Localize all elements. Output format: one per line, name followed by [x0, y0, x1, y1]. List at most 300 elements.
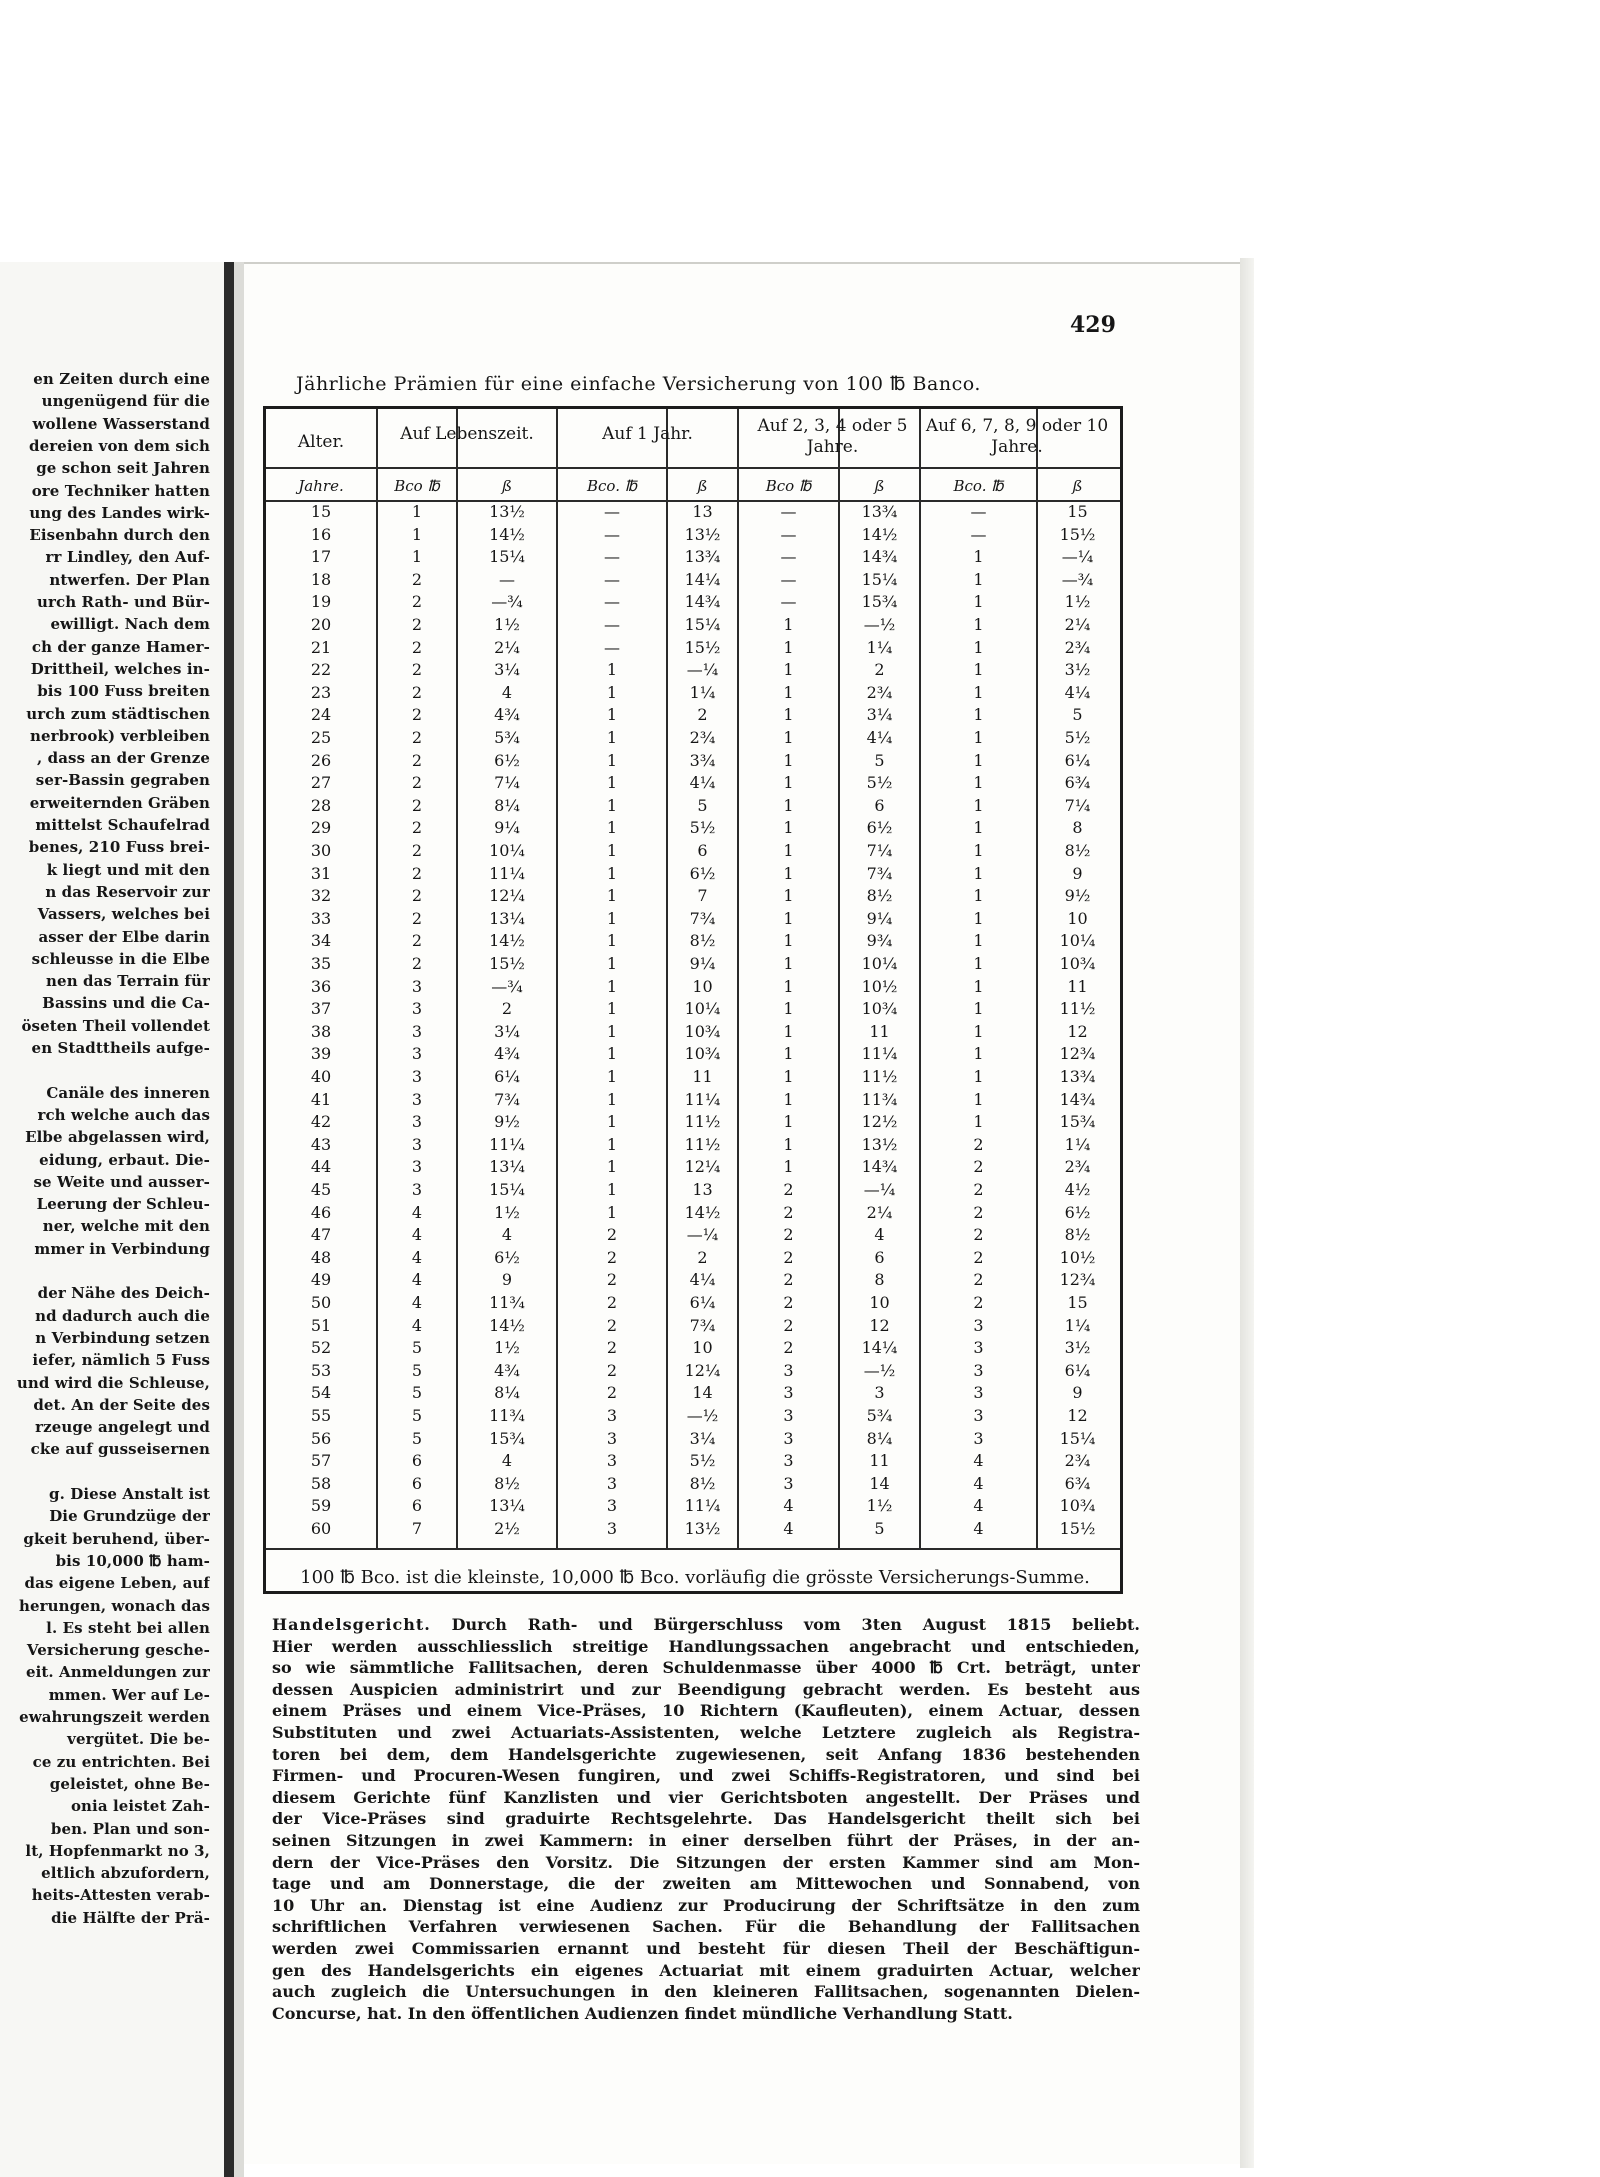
cell-bco-lebenszeit: 3	[411, 999, 423, 1019]
cell-s-zwei-fuenf: 10¾	[861, 999, 898, 1019]
cell-s-zwei-fuenf: 1½	[866, 1496, 893, 1516]
cell-bco-sechs-zehn: 3	[973, 1360, 984, 1380]
cell-s-ein-jahr: 11	[692, 1067, 713, 1086]
cell-s-zwei-fuenf: 2¾	[866, 682, 893, 702]
left-page-line: erweiternden Gräben	[29, 793, 210, 812]
left-page-line: Eisenbahn durch den	[29, 526, 210, 545]
paragraph-text: Durch Rath- und Bürgerschluss vom 3ten August 1815 beliebt.	[430, 1615, 1140, 1634]
left-page-line: det. An der Seite des	[33, 1395, 210, 1414]
unit-s-lebenszeit: ß	[501, 477, 513, 495]
cell-bco-lebenszeit: 2	[411, 615, 423, 634]
cell-s-sechs-zehn: 13¾	[1059, 1067, 1096, 1086]
cell-s-zwei-fuenf: 14	[869, 1473, 890, 1493]
left-page-line: eit. Anmeldungen zur	[25, 1663, 210, 1682]
cell-s-zwei-fuenf: 10	[869, 1293, 890, 1312]
left-page-line: n das Reservoir zur	[45, 882, 210, 901]
cell-bco-ein-jahr: 1	[606, 908, 618, 928]
cell-s-sechs-zehn: 12	[1067, 1021, 1088, 1041]
cell-s-lebenszeit: 14½	[489, 1315, 525, 1335]
cell-bco-ein-jahr: 1	[606, 999, 618, 1019]
cell-bco-sechs-zehn: 1	[973, 547, 984, 567]
cell-bco-sechs-zehn: 2	[973, 1180, 984, 1199]
left-page-line: n Verbindung setzen	[35, 1328, 210, 1347]
cell-bco-lebenszeit: 2	[411, 841, 423, 860]
cell-s-lebenszeit: 6½	[494, 750, 520, 770]
cell-age: 50	[310, 1293, 332, 1312]
cell-s-lebenszeit: 4	[501, 1225, 513, 1245]
cell-s-ein-jahr: 5½	[689, 1451, 716, 1471]
left-page-line: onia leistet Zah-	[70, 1797, 210, 1816]
cell-bco-zwei-fuenf: 2	[783, 1315, 794, 1335]
cell-s-ein-jahr: 7¾	[689, 1315, 716, 1335]
cell-bco-sechs-zehn: 2	[973, 1293, 984, 1312]
cell-s-ein-jahr: 7¾	[689, 908, 716, 928]
cell-bco-zwei-fuenf: —	[780, 524, 797, 544]
cell-s-lebenszeit: 15¼	[489, 1180, 525, 1199]
cell-s-sechs-zehn: 11	[1067, 976, 1088, 996]
cell-s-sechs-zehn: 15	[1067, 1293, 1088, 1312]
cell-s-ein-jahr: 2	[697, 705, 708, 725]
header-zwei-bis-fuenf: Auf 2, 3, 4 oder 5 Jahre.	[757, 416, 908, 457]
cell-s-ein-jahr: 3¾	[689, 750, 716, 770]
cell-bco-ein-jahr: 1	[606, 773, 618, 793]
cell-s-lebenszeit: 4¾	[494, 1360, 520, 1380]
left-page-line: l. Es steht bei allen	[46, 1618, 210, 1637]
cell-age: 39	[310, 1044, 332, 1064]
cell-s-sechs-zehn: 2¼	[1064, 615, 1091, 634]
cell-bco-sechs-zehn: 1	[973, 1021, 984, 1041]
cell-bco-lebenszeit: 3	[411, 1044, 423, 1064]
cell-age: 16	[310, 524, 332, 544]
cell-bco-zwei-fuenf: 1	[783, 728, 794, 747]
cell-bco-ein-jahr: 1	[606, 818, 618, 838]
cell-age: 35	[310, 954, 332, 973]
cell-s-sechs-zehn: 12	[1067, 1406, 1088, 1425]
cell-s-lebenszeit: —¾	[491, 592, 523, 612]
cell-s-lebenszeit: 10¼	[489, 841, 525, 860]
cell-bco-ein-jahr: —	[604, 615, 620, 634]
cell-age: 22	[310, 660, 332, 680]
cell-bco-lebenszeit: 2	[411, 886, 423, 906]
cell-s-ein-jahr: 2¾	[689, 728, 716, 747]
paragraph-line: so wie sämmtliche Fallitsachen, deren Schuldenmasse über 4000 ℔ Crt. beträgt, unter	[272, 1658, 1140, 1678]
cell-s-zwei-fuenf: 9¾	[866, 931, 893, 951]
left-page-line: vergütet. Die be-	[67, 1730, 210, 1749]
cell-age: 48	[310, 1247, 332, 1267]
cell-s-zwei-fuenf: 13¾	[861, 502, 898, 521]
paragraph-line: schriftlichen Verfahren verwiesenen Sachen. Für die Behandlung der Fallitsachen	[272, 1917, 1140, 1937]
unit-s-ein-jahr: ß	[697, 477, 708, 495]
cell-bco-ein-jahr: 2	[606, 1360, 618, 1380]
cell-s-zwei-fuenf: 14¼	[861, 1338, 898, 1358]
cell-bco-lebenszeit: 6	[411, 1473, 423, 1493]
cell-bco-ein-jahr: 1	[606, 841, 618, 860]
cell-s-lebenszeit: 11¼	[489, 1134, 525, 1154]
unit-bco-ein-jahr: Bco. ℔	[587, 477, 637, 495]
left-page-line: geleistet, ohne Be-	[49, 1774, 210, 1793]
cell-s-zwei-fuenf: 11	[869, 1021, 890, 1041]
cell-bco-lebenszeit: 5	[411, 1406, 423, 1425]
cell-s-sechs-zehn: 4¼	[1064, 682, 1091, 702]
cell-s-sechs-zehn: 6¾	[1064, 773, 1091, 793]
cell-bco-zwei-fuenf: 1	[783, 750, 794, 770]
cell-bco-lebenszeit: 1	[411, 547, 423, 567]
cell-bco-sechs-zehn: 1	[973, 795, 984, 815]
cell-s-lebenszeit: 15¼	[489, 547, 525, 567]
cell-bco-sechs-zehn: 4	[973, 1473, 984, 1493]
paragraph-line: Firmen- und Procuren-Wesen fungiren, und zwei Schiffs-Registratoren, und sind bei	[272, 1766, 1140, 1786]
cell-bco-sechs-zehn: 1	[973, 841, 984, 860]
cell-bco-ein-jahr: 1	[606, 660, 618, 680]
cell-age: 37	[310, 999, 332, 1019]
cell-age: 43	[310, 1134, 332, 1154]
cell-bco-zwei-fuenf: 1	[783, 841, 794, 860]
left-page-line: das eigene Leben, auf	[24, 1574, 210, 1593]
cell-bco-lebenszeit: 2	[411, 931, 423, 951]
cell-s-ein-jahr: 3¼	[689, 1428, 716, 1448]
left-page-line: Bassins und die Ca-	[42, 994, 210, 1013]
cell-bco-lebenszeit: 3	[411, 1180, 423, 1199]
cell-bco-sechs-zehn: 1	[973, 908, 984, 928]
cell-age: 58	[310, 1473, 332, 1493]
cell-bco-lebenszeit: 2	[411, 908, 423, 928]
cell-age: 40	[310, 1067, 332, 1086]
cell-age: 32	[310, 886, 332, 906]
cell-bco-zwei-fuenf: 1	[783, 1112, 794, 1132]
cell-bco-sechs-zehn: 1	[973, 999, 984, 1019]
unit-s-sechs-zehn: ß	[1072, 477, 1083, 495]
cell-bco-ein-jahr: 1	[606, 795, 618, 815]
cell-bco-zwei-fuenf: 1	[783, 705, 794, 725]
cell-bco-lebenszeit: 4	[411, 1225, 423, 1245]
cell-s-sechs-zehn: 12¾	[1059, 1270, 1096, 1290]
cell-s-sechs-zehn: 1½	[1064, 592, 1091, 612]
left-page-line: dereien von dem sich	[28, 436, 210, 455]
cell-s-lebenszeit: 1½	[494, 1338, 520, 1358]
cell-s-zwei-fuenf: 5¾	[866, 1406, 893, 1425]
cell-bco-lebenszeit: 3	[411, 976, 423, 996]
cell-bco-lebenszeit: 2	[411, 637, 423, 657]
cell-s-lebenszeit: 3¼	[494, 660, 520, 680]
cell-s-zwei-fuenf: 3	[874, 1383, 885, 1403]
cell-s-zwei-fuenf: 12½	[861, 1112, 898, 1132]
cell-bco-ein-jahr: 2	[606, 1270, 618, 1290]
left-page-line: rzeuge angelegt und	[35, 1418, 210, 1437]
cell-s-zwei-fuenf: 7¼	[866, 841, 893, 860]
cell-age: 44	[310, 1157, 332, 1177]
cell-s-sechs-zehn: 15¼	[1059, 1428, 1096, 1448]
cell-bco-ein-jahr: 1	[606, 931, 618, 951]
left-page-line: ner, welche mit den	[42, 1217, 210, 1236]
cell-bco-ein-jahr: 1	[606, 1089, 618, 1109]
left-page-line: und wird die Schleuse,	[16, 1373, 210, 1392]
cell-s-zwei-fuenf: 6	[874, 1247, 885, 1267]
cell-bco-lebenszeit: 2	[411, 773, 423, 793]
cell-s-sechs-zehn: 15¾	[1059, 1112, 1096, 1132]
cell-s-ein-jahr: 6¼	[689, 1293, 716, 1312]
cell-bco-zwei-fuenf: 1	[783, 637, 794, 657]
cell-s-sechs-zehn: —¼	[1061, 547, 1094, 567]
cell-bco-sechs-zehn: 1	[973, 592, 984, 612]
left-page-line: mittelst Schaufelrad	[35, 816, 210, 834]
left-page-line: ungenügend für die	[41, 392, 210, 411]
left-page-line: Vassers, welches bei	[37, 905, 210, 924]
cell-s-ein-jahr: 13¾	[684, 547, 721, 567]
left-page-line: se Weite und ausser-	[33, 1172, 210, 1191]
cell-s-lebenszeit: 8½	[494, 1473, 520, 1493]
cell-s-sechs-zehn: 12¾	[1059, 1044, 1096, 1064]
cell-bco-sechs-zehn: 2	[973, 1202, 984, 1222]
cell-bco-zwei-fuenf: 1	[783, 1157, 794, 1177]
cell-bco-sechs-zehn: 3	[973, 1383, 984, 1403]
cell-bco-lebenszeit: 6	[411, 1496, 423, 1516]
cell-bco-ein-jahr: —	[604, 502, 620, 521]
cell-s-sechs-zehn: 6½	[1064, 1202, 1091, 1222]
cell-s-ein-jahr: 9¼	[689, 954, 716, 973]
cell-age: 36	[310, 976, 332, 996]
cell-s-zwei-fuenf: 5	[874, 1519, 885, 1538]
cell-s-zwei-fuenf: 15¼	[861, 569, 898, 589]
cell-bco-zwei-fuenf: 1	[783, 1089, 794, 1109]
cell-s-sechs-zehn: 10¾	[1059, 954, 1096, 973]
cell-s-lebenszeit: 9	[501, 1270, 513, 1290]
cell-s-ein-jahr: 12¼	[684, 1157, 721, 1177]
cell-bco-zwei-fuenf: 1	[783, 660, 794, 680]
cell-age: 26	[310, 750, 332, 770]
cell-bco-zwei-fuenf: —	[780, 569, 797, 589]
cell-age: 34	[310, 931, 332, 951]
cell-bco-ein-jahr: —	[604, 524, 620, 544]
cell-bco-lebenszeit: 7	[411, 1519, 423, 1538]
cell-bco-lebenszeit: 2	[411, 660, 423, 680]
cell-age: 29	[310, 818, 332, 838]
left-page-line: benes, 210 Fuss brei-	[28, 838, 210, 857]
cell-bco-lebenszeit: 3	[411, 1021, 423, 1041]
cell-bco-lebenszeit: 2	[411, 954, 423, 973]
cell-bco-ein-jahr: 1	[606, 976, 618, 996]
cell-age: 20	[310, 615, 332, 634]
cell-bco-zwei-fuenf: 2	[783, 1338, 794, 1358]
left-page-line: , dass an der Grenze	[37, 749, 210, 768]
cell-bco-ein-jahr: 1	[606, 886, 618, 906]
cell-s-ein-jahr: 6½	[689, 863, 716, 883]
cell-s-ein-jahr: 10	[692, 1338, 713, 1358]
paragraph-line: tage und am Donnerstage, die der zweiten am Mittewochen und Sonnabend, von	[272, 1874, 1140, 1894]
cell-s-zwei-fuenf: 11¾	[861, 1089, 898, 1109]
cell-s-ein-jahr: 13½	[684, 524, 721, 544]
cell-s-ein-jahr: 11½	[684, 1112, 721, 1132]
cell-bco-zwei-fuenf: 2	[783, 1202, 794, 1222]
cell-bco-zwei-fuenf: 1	[783, 773, 794, 793]
cell-bco-lebenszeit: 4	[411, 1270, 423, 1290]
left-page-line: ben. Plan und son-	[50, 1819, 210, 1838]
paragraph-line: seinen Sitzungen in zwei Kammern: in einer derselben führt der Präses, in der an-	[272, 1830, 1140, 1850]
cell-bco-sechs-zehn: 1	[973, 750, 984, 770]
left-page-line: ch der ganze Hamer-	[31, 637, 210, 656]
cell-bco-sechs-zehn: 3	[973, 1406, 984, 1425]
cell-bco-sechs-zehn: 4	[973, 1519, 984, 1538]
cell-s-zwei-fuenf: 8¼	[866, 1428, 893, 1448]
paragraph-line: Hier werden ausschliesslich streitige Handlungssachen angebracht und entschieden,	[272, 1636, 1140, 1656]
cell-age: 60	[310, 1519, 332, 1538]
cell-bco-sechs-zehn: 2	[973, 1247, 984, 1267]
cell-bco-ein-jahr: 1	[606, 1157, 618, 1177]
paragraph-line: toren bei dem, dem Handelsgerichte zugewiesenen, seit Anfang 1836 bestehenden	[272, 1744, 1140, 1764]
cell-bco-zwei-fuenf: 1	[783, 863, 794, 883]
cell-s-zwei-fuenf: 4	[874, 1225, 885, 1245]
cell-s-ein-jahr: —¼	[686, 1225, 719, 1245]
cell-bco-zwei-fuenf: 3	[783, 1406, 794, 1425]
cell-age: 53	[310, 1360, 332, 1380]
cell-s-sechs-zehn: 1¼	[1064, 1315, 1091, 1335]
cell-s-zwei-fuenf: 5½	[866, 773, 893, 793]
cell-s-lebenszeit: —¾	[491, 976, 523, 996]
unit-bco-lebenszeit: Bco ℔	[394, 477, 440, 495]
cell-s-lebenszeit: 4	[501, 1451, 513, 1471]
cell-s-lebenszeit: 11¼	[489, 863, 525, 883]
cell-bco-zwei-fuenf: 1	[783, 954, 794, 973]
cell-s-zwei-fuenf: 10¼	[861, 954, 898, 973]
left-page-line: urch Rath- und Bür-	[36, 593, 210, 611]
cell-s-ein-jahr: 8½	[689, 931, 716, 951]
table-footnote: 100 ℔ Bco. ist die kleinste, 10,000 ℔ Bco. vorläufig die grösste Versicherungs-Summe.	[300, 1567, 1090, 1588]
cell-s-lebenszeit: 14½	[489, 524, 525, 544]
paragraph-line: diesem Gerichte fünf Kanzlisten und vier Gerichtsboten angestellt. Der Präses und	[272, 1787, 1140, 1807]
cell-bco-sechs-zehn: 2	[973, 1225, 984, 1245]
cell-s-lebenszeit: 4¾	[494, 705, 520, 725]
header-ein-jahr: Auf 1 Jahr.	[602, 424, 693, 444]
cell-s-lebenszeit: 11¾	[489, 1406, 525, 1425]
cell-s-zwei-fuenf: 11	[869, 1451, 890, 1471]
cell-bco-sechs-zehn: 2	[973, 1270, 984, 1290]
cell-s-lebenszeit: 6¼	[494, 1067, 520, 1086]
cell-s-zwei-fuenf: 13½	[861, 1134, 898, 1154]
cell-bco-lebenszeit: 2	[411, 863, 423, 883]
cell-s-lebenszeit: 13¼	[489, 1157, 525, 1177]
left-page-line: nd dadurch auch die	[35, 1306, 210, 1325]
cell-bco-ein-jahr: 3	[606, 1496, 618, 1516]
header-lebenszeit: Auf Lebenszeit.	[400, 424, 534, 444]
table-rule	[266, 1548, 1120, 1550]
cell-bco-sechs-zehn: 1	[973, 954, 984, 973]
cell-bco-ein-jahr: 1	[606, 1112, 618, 1132]
cell-bco-sechs-zehn: 1	[973, 863, 984, 883]
unit-bco-zwei-fuenf: Bco ℔	[765, 477, 812, 495]
cell-s-lebenszeit: 5¾	[494, 728, 520, 747]
cell-age: 24	[310, 705, 332, 725]
cell-s-zwei-fuenf: 2	[874, 660, 885, 680]
cell-bco-zwei-fuenf: 1	[783, 818, 794, 838]
cell-bco-lebenszeit: 2	[411, 795, 423, 815]
cell-s-sechs-zehn: 10¾	[1059, 1496, 1096, 1516]
cell-age: 28	[310, 795, 332, 815]
cell-s-sechs-zehn: 4½	[1064, 1180, 1091, 1199]
cell-s-lebenszeit: 3¼	[494, 1021, 520, 1041]
cell-s-ein-jahr: 13	[692, 1180, 713, 1199]
cell-bco-zwei-fuenf: 3	[783, 1428, 794, 1448]
cell-s-ein-jahr: 12¼	[684, 1360, 721, 1380]
cell-s-zwei-fuenf: 5	[874, 750, 885, 770]
cell-age: 25	[310, 728, 332, 747]
cell-s-zwei-fuenf: 10½	[861, 976, 898, 996]
left-page-line: eltlich abzufordern,	[41, 1864, 210, 1883]
cell-bco-lebenszeit: 2	[411, 750, 423, 770]
left-page-line: iefer, nämlich 5 Fuss	[32, 1351, 210, 1370]
cell-age: 21	[310, 637, 332, 657]
left-page-line: öseten Theil vollendet	[21, 1016, 210, 1035]
cell-s-zwei-fuenf: 6½	[866, 818, 893, 838]
cell-s-zwei-fuenf: 2¼	[866, 1202, 893, 1222]
cell-s-lebenszeit: 6½	[494, 1247, 520, 1267]
cell-s-ein-jahr: 13½	[684, 1519, 721, 1538]
left-page-line: wollene Wasserstand	[32, 414, 210, 433]
cell-bco-zwei-fuenf: 1	[783, 931, 794, 951]
cell-s-lebenszeit: 15¾	[489, 1428, 525, 1448]
paragraph-line: der Vice-Präses sind graduirte Rechtsgelehrte. Das Handelsgericht theilt sich bei	[272, 1809, 1140, 1829]
left-page-line: ge schon seit Jahren	[36, 459, 210, 478]
cell-s-ein-jahr: 1¼	[689, 682, 716, 702]
cell-s-ein-jahr: 14½	[684, 1202, 721, 1222]
cell-s-lebenszeit: 8¼	[494, 1383, 520, 1403]
cell-bco-sechs-zehn: 1	[973, 886, 984, 906]
cell-bco-zwei-fuenf: 3	[783, 1473, 794, 1493]
cell-s-sechs-zehn: 9½	[1064, 886, 1091, 906]
cell-bco-ein-jahr: 3	[606, 1473, 618, 1493]
paragraph-line: auch zugleich die Untersuchungen in den kleineren Fallitsachen, sogenannten Dielen-	[272, 1982, 1140, 2002]
cell-s-lebenszeit: 2¼	[494, 637, 520, 657]
cell-s-lebenszeit: 15½	[489, 954, 525, 973]
cell-s-ein-jahr: 8½	[689, 1473, 716, 1493]
cell-bco-ein-jahr: 3	[606, 1406, 618, 1425]
cell-s-ein-jahr: 10¾	[684, 1021, 721, 1041]
cell-s-lebenszeit: 4	[501, 682, 513, 702]
cell-bco-sechs-zehn: 1	[973, 705, 984, 725]
cell-s-ein-jahr: 5½	[689, 818, 716, 838]
cell-bco-sechs-zehn: —	[970, 524, 987, 544]
cell-bco-lebenszeit: 5	[411, 1360, 423, 1380]
cell-bco-sechs-zehn: 1	[973, 931, 984, 951]
cell-bco-sechs-zehn: 2	[973, 1157, 984, 1177]
paragraph-line	[272, 1614, 1140, 1636]
cell-bco-zwei-fuenf: 1	[783, 682, 794, 702]
cell-s-zwei-fuenf: 11¼	[861, 1044, 898, 1064]
cell-bco-ein-jahr: 1	[606, 1202, 618, 1222]
cell-s-ein-jahr: 11¼	[684, 1496, 721, 1516]
cell-s-sechs-zehn: 9	[1072, 1383, 1083, 1403]
cell-bco-zwei-fuenf: 1	[783, 795, 794, 815]
header-sechs-bis-zehn: Auf 6, 7, 8, 9 oder 10 Jahre.	[925, 416, 1109, 457]
left-page-line: heits-Attesten verab-	[31, 1886, 210, 1905]
cell-s-sechs-zehn: —¾	[1061, 569, 1094, 589]
left-page-line: Versicherung gesche-	[26, 1641, 210, 1660]
cell-s-sechs-zehn: 10½	[1059, 1247, 1096, 1267]
cell-age: 56	[310, 1428, 332, 1448]
cell-bco-sechs-zehn: 1	[973, 1112, 984, 1132]
page-number: 429	[1070, 312, 1116, 338]
cell-s-lebenszeit: 1½	[494, 1202, 520, 1222]
cell-bco-lebenszeit: 6	[411, 1451, 423, 1471]
cell-s-zwei-fuenf: —½	[863, 615, 896, 634]
left-page-line: ung des Landes wirk-	[29, 503, 210, 522]
cell-s-lebenszeit: 2½	[494, 1519, 520, 1538]
left-page-line: rch welche auch das	[37, 1105, 210, 1124]
cell-bco-ein-jahr: 1	[606, 705, 618, 725]
cell-bco-zwei-fuenf: 1	[783, 1134, 794, 1154]
cell-s-zwei-fuenf: 8	[874, 1270, 885, 1290]
cell-s-zwei-fuenf: 7¾	[866, 863, 893, 883]
cell-s-zwei-fuenf: 14¾	[861, 547, 898, 567]
cell-s-ein-jahr: —¼	[686, 660, 719, 680]
